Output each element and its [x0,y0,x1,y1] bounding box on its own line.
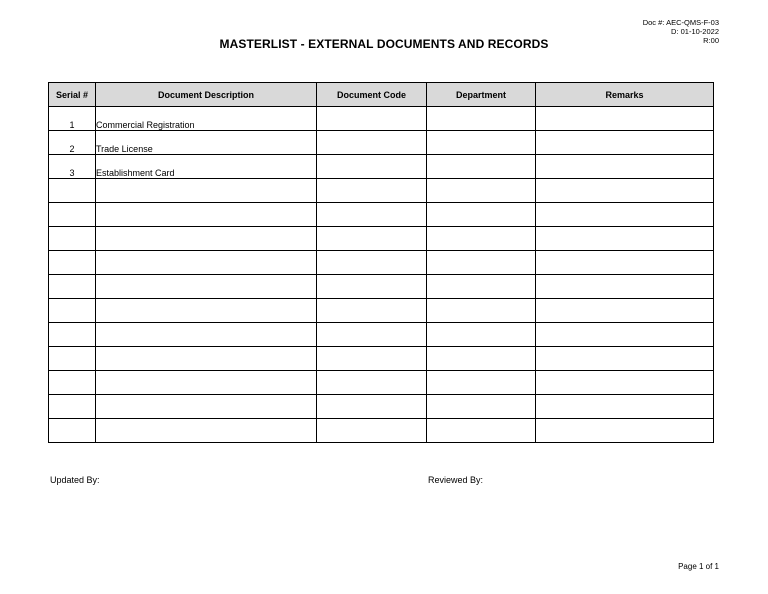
document-code-cell [317,155,427,179]
remarks-cell [536,299,714,323]
department-cell [427,131,536,155]
serial-cell [49,371,96,395]
description-cell [96,227,317,251]
table-row [49,107,714,131]
document-code-cell [317,395,427,419]
document-code-cell [317,203,427,227]
description-cell [96,419,317,443]
department-cell [427,371,536,395]
document-number: Doc #: AEC-QMS-F-03 [642,18,719,27]
table-body [49,107,714,443]
serial-cell [49,179,96,203]
serial-cell [49,395,96,419]
updated-by-label: Updated By: [50,475,100,485]
document-code-cell [317,107,427,131]
table-row [49,371,714,395]
remarks-cell [536,347,714,371]
document-code-cell [317,347,427,371]
table-row [49,131,714,155]
document-code-cell [317,323,427,347]
document-date: D: 01-10-2022 [671,27,719,36]
table-row [49,227,714,251]
page-title: MASTERLIST - EXTERNAL DOCUMENTS AND RECORDS [219,37,549,51]
table-row [49,251,714,275]
description-cell: Trade License [96,131,317,155]
serial-cell: 1 [49,107,96,131]
serial-cell: 3 [49,155,96,179]
remarks-cell [536,155,714,179]
masterlist-table [48,82,714,443]
serial-cell: 2 [49,131,96,155]
department-cell [427,251,536,275]
serial-cell [49,347,96,371]
reviewed-by-label: Reviewed By: [428,475,484,485]
department-cell [427,155,536,179]
remarks-cell [536,131,714,155]
serial-cell [49,299,96,323]
description-cell [96,275,317,299]
description-cell [96,299,317,323]
remarks-cell [536,227,714,251]
description-cell [96,179,317,203]
document-code-cell [317,275,427,299]
department-cell [427,347,536,371]
column-header-document-code: Document Code [317,83,427,107]
page-number: Page 1 of 1 [678,562,719,571]
remarks-cell [536,371,714,395]
description-cell: Commercial Registration [96,107,317,131]
document-revision: R:00 [703,36,719,45]
serial-cell [49,323,96,347]
column-header-description: Document Description [96,83,317,107]
table-header-row [49,83,714,107]
table-row [49,179,714,203]
remarks-cell [536,275,714,299]
description-cell [96,371,317,395]
remarks-cell [536,179,714,203]
description-cell [96,251,317,275]
table-row [49,419,714,443]
document-code-cell [317,299,427,323]
document-code-cell [317,227,427,251]
table-row [49,323,714,347]
remarks-cell [536,419,714,443]
serial-cell [49,203,96,227]
description-cell [96,395,317,419]
department-cell [427,323,536,347]
document-code-cell [317,131,427,155]
document-code-cell [317,419,427,443]
column-header-serial: Serial # [49,83,96,107]
description-cell [96,323,317,347]
document-code-cell [317,251,427,275]
department-cell [427,299,536,323]
department-cell [427,395,536,419]
description-cell [96,203,317,227]
table-row [49,275,714,299]
serial-cell [49,227,96,251]
table-row [49,203,714,227]
document-code-cell [317,371,427,395]
department-cell [427,179,536,203]
table-row [49,299,714,323]
description-cell: Establishment Card [96,155,317,179]
description-cell [96,347,317,371]
department-cell [427,107,536,131]
column-header-department: Department [427,83,536,107]
remarks-cell [536,107,714,131]
remarks-cell [536,323,714,347]
table-row [49,347,714,371]
serial-cell [49,251,96,275]
table-row [49,155,714,179]
remarks-cell [536,251,714,275]
remarks-cell [536,203,714,227]
column-header-remarks: Remarks [536,83,714,107]
serial-cell [49,419,96,443]
department-cell [427,227,536,251]
department-cell [427,275,536,299]
department-cell [427,203,536,227]
remarks-cell [536,395,714,419]
department-cell [427,419,536,443]
serial-cell [49,275,96,299]
document-code-cell [317,179,427,203]
table-row [49,395,714,419]
